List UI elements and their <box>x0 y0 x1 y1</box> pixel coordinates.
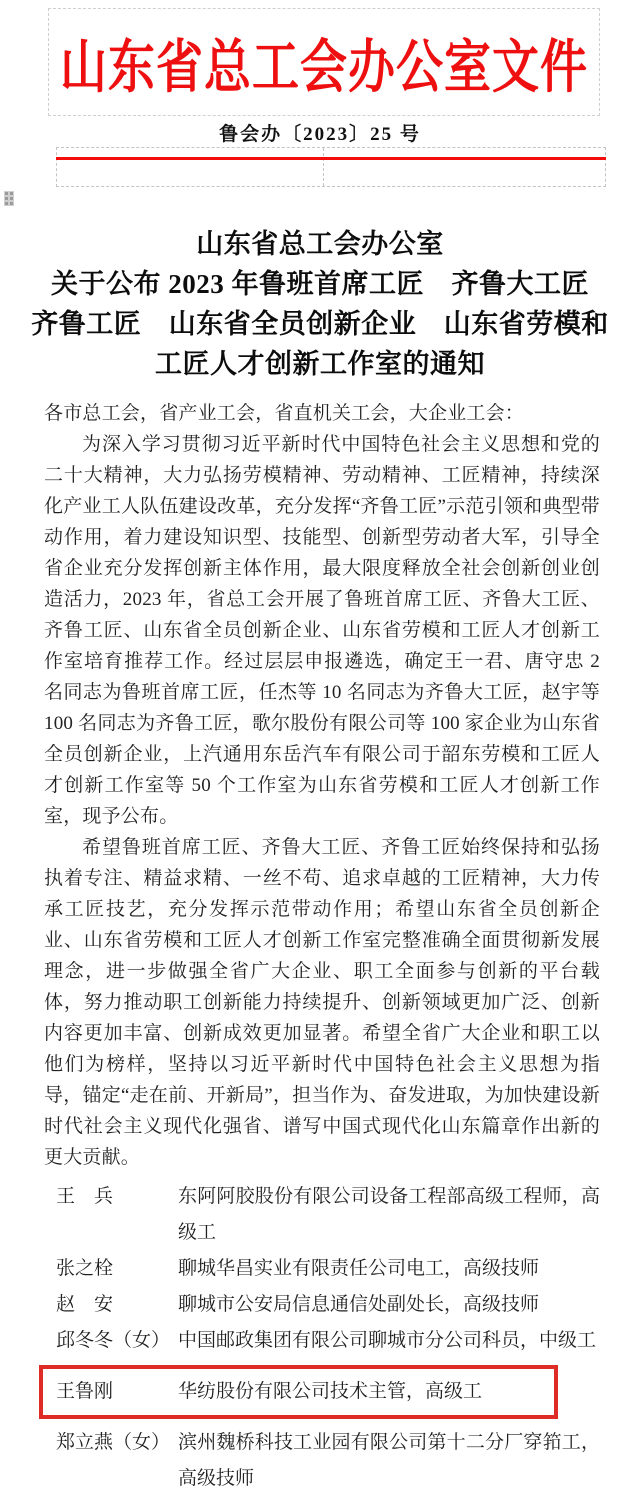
document-body <box>44 398 600 1173</box>
title-line: 齐鲁工匠 山东省全员创新企业 山东省劳模和 <box>31 309 609 339</box>
salutation: 各市总工会，省产业工会，省直机关工会，大企业工会： <box>44 403 525 424</box>
list-item <box>56 1323 600 1359</box>
honoree-description: 东阿阿胶股份有限公司设备工程部高级工程师，高级工 <box>178 1186 600 1243</box>
honoree-name: 王 兵 <box>56 1186 114 1207</box>
honoree-description: 华纺股份有限公司技术主管，高级工 <box>178 1381 483 1402</box>
list-item <box>56 1425 600 1493</box>
header-spacer <box>0 0 640 224</box>
list-item <box>56 1179 600 1251</box>
title-line: 工匠人才创新工作室的通知 <box>155 349 485 379</box>
title-line: 关于公布 2023 年鲁班首席工匠 齐鲁大工匠 <box>51 269 589 299</box>
document-number: 鲁会办〔2023〕25 号 <box>219 124 421 145</box>
list-item <box>56 1251 600 1287</box>
honoree-name: 赵 安 <box>56 1294 114 1315</box>
list-item-highlighted <box>56 1367 600 1417</box>
body-paragraph-2: 希望鲁班首席工匠、齐鲁大工匠、齐鲁工匠始终保持和弘扬执着专注、精益求精、一丝不苟、追求卓越的工匠精神，大力传承工匠技艺，充分发挥示范带动作用；希望山东省全员创新企业、山东省劳模和工匠人才创新工作室完整准确全面贯彻新发展理念，进一步做强全省广大企业、职工全面参与创新的平台载体，努力推动职工创新能力持续提升、创新领域更加广泛、创新内容更加丰富、创新成效更加显著。希望全省广大企业和职工以他们为榜样，坚持以习近平新时代中国特色社会主义思想为指导，锚定“走在前、开新局”，担当作为、奋发进取，为加快建设新时代社会主义现代化强省、谱写中国式现代化山东篇章作出新的更大贡献。 <box>44 837 600 1168</box>
body-paragraph-1: 为深入学习贯彻习近平新时代中国特色社会主义思想和党的二十大精神，大力弘扬劳模精神、劳动精神、工匠精神，持续深化产业工人队伍建设改革，充分发挥“齐鲁工匠”示范引领和典型带动作用，着力建设知识型、技能型、创新型劳动者大军，引导全省企业充分发挥创新主体作用，最大限度释放全社会创新创业创造活力，2023 年，省总工会开展了鲁班首席工匠、齐鲁大工匠、齐鲁工匠、山东省全员创新企业、山东省劳模和工匠人才创新工作室培育推荐工作。经过层层申报遴选，确定王一君、唐守忠 2 名同志为鲁班首席工匠，任杰等 10 名同志为齐鲁大工匠，赵宇等 100 名同志为齐鲁工匠，歌尔股份有限公司等 100 家企业为山东省全员创新企业，上汽通用东岳汽车有限公司于韶东劳模和工匠人才创新工作室等 50 个工作室为山东省劳模和工匠人才创新工作室，现予公布。 <box>44 434 600 827</box>
honoree-description: 中国邮政集团有限公司聊城市分公司科员，中级工 <box>178 1330 597 1351</box>
letterhead-title: 山东省总工会办公室文件 <box>60 35 588 100</box>
honoree-description: 滨州魏桥科技工业园有限公司第十二分厂穿筘工，高级技师 <box>178 1432 600 1489</box>
honoree-name: 王鲁刚 <box>56 1381 114 1402</box>
honoree-list <box>56 1179 600 1493</box>
honoree-name: 邱冬冬（女） <box>56 1330 171 1351</box>
title-line: 山东省总工会办公室 <box>196 229 444 259</box>
honoree-description: 聊城华昌实业有限责任公司电工，高级技师 <box>178 1258 540 1279</box>
document-title <box>30 224 610 384</box>
honoree-description: 聊城市公安局信息通信处副处长，高级技师 <box>178 1294 540 1315</box>
honoree-name: 张之栓 <box>56 1258 114 1279</box>
list-item <box>56 1287 600 1323</box>
honoree-name: 郑立燕（女） <box>56 1432 171 1453</box>
